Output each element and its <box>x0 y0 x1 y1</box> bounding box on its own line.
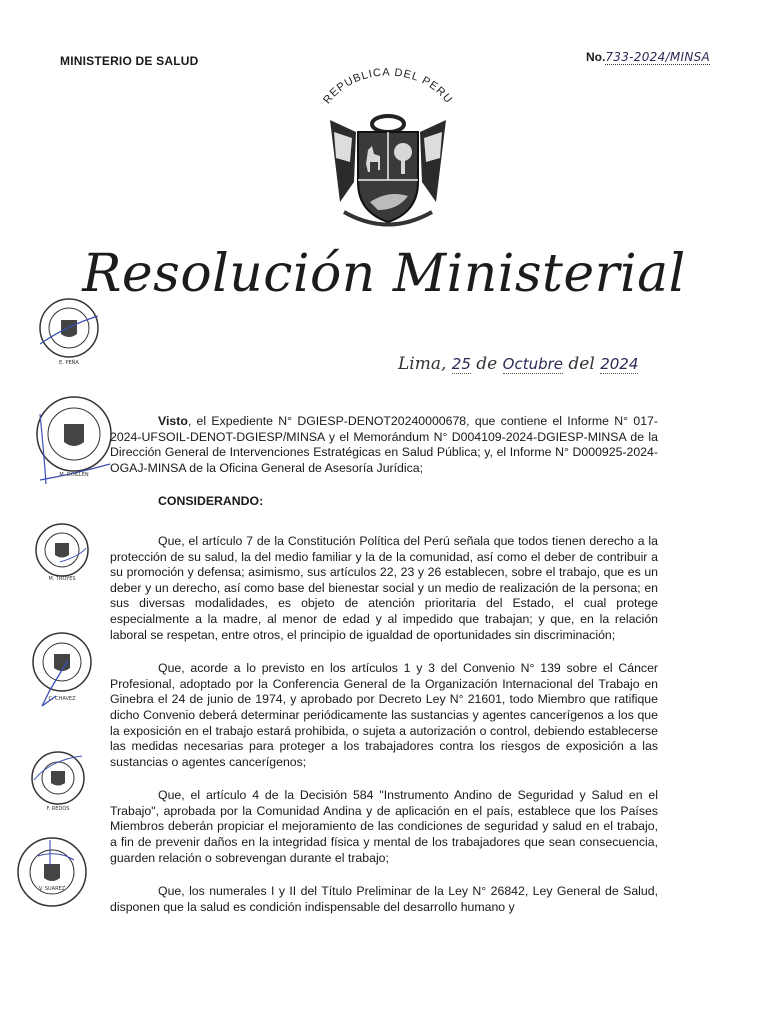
visa-seal-4 <box>28 630 96 713</box>
seal-3-name: M. TROYES <box>48 576 76 582</box>
paragraph-convenio-139: Que, acorde a lo previsto en los artículos 1 y 3 del Convenio N° 139 sobre el Cáncer Profesional, adoptado por la Conferencia General de la Organización Internacional del Trabajo en Ginebra el 24 de junio de 1974, y aprobado por Decreto Ley N° 21601, todo Miembro que ratifique dicho Convenio deberá determinar periódicamente las sustancias y agentes cancerígenos a los que la exposición en el trabajo estará prohibida, o sujeta a autorización o control, debiendo establecerse las medidas necesarias para proteger a los trabajadores contra los riesgos de exposición a las sustancias o agentes cancerígenos; <box>110 661 658 769</box>
date-year: 2024 <box>600 355 639 373</box>
place-and-date <box>398 354 638 374</box>
considerando-heading: CONSIDERANDO: <box>158 494 264 509</box>
ministry-name: MINISTERIO DE SALUD <box>60 54 199 68</box>
visa-seal-1 <box>36 296 102 373</box>
seal-6-name: V. SUAREZ <box>38 886 66 892</box>
date-month: Octubre <box>502 355 564 373</box>
seal-4-name: C. CHAVEZ <box>48 696 76 702</box>
svg-text:REPUBLICA DEL PERU <box>321 66 454 106</box>
de-label: de <box>476 354 498 374</box>
visa-seal-3 <box>30 522 94 587</box>
paragraph-ley-26842: Que, los numerales I y II del Título Preliminar de la Ley N° 26842, Ley General de Salud, disponen que la salud es condición indispensable del desarrollo humano y <box>110 884 658 914</box>
del-label: del <box>568 354 595 374</box>
resolution-number <box>586 50 710 64</box>
visa-seal-2 <box>34 394 114 489</box>
crest-arc-text: REPUBLICA DEL PERU <box>321 66 455 107</box>
visa-seal-6 <box>14 836 90 913</box>
visa-seal-5 <box>30 750 86 817</box>
coat-of-arms <box>308 62 468 242</box>
date-day: 25 <box>451 355 471 373</box>
paragraph-constitution: Que, el artículo 7 de la Constitución Política del Perú señala que todos tienen derecho a la protección de su salud, la del medio familiar y la de la comunidad, así como el deber de contribuir a su promoción y defensa; asimismo, sus artículos 22, 23 y 26 establecen, sobre el trabajo, que es un deber y un derecho, así como base del bienestar social y un medio de realización de la persona; en sus diversas modalidades, es objeto de atención prioritaria del Estado, el cual protege especialmente a la madre, al menor de edad y al impedido que trabajan; y que, en la relación laboral se respetan, entre otros, el principio de igualdad de oportunidades sin discriminación; <box>110 533 658 642</box>
visto-paragraph <box>110 414 658 476</box>
seal-2-name: M. DOILLEN <box>59 472 89 478</box>
visto-lead: Visto <box>158 414 188 428</box>
visto-text: , el Expediente N° DGIESP-DENOT20240000678, que contiene el Informe N° 017-2024-UFSOIL-DENOT-DGIESP/MINSA y el Memorándum N° D004109-2024-DGIESP-MINSA de la Dirección General de Intervenciones Estratégicas en Salud Pública; y, el Informe N° D000925-2024-OGAJ-MINSA de la Oficina General de Asesoría Jurídica; <box>110 414 658 475</box>
number-value: 733-2024/MINSA <box>605 50 711 64</box>
seal-5-name: F. REDOS <box>46 806 70 812</box>
paragraph-decision-584: Que, el artículo 4 de la Decisión 584 "Instrumento Andino de Seguridad y Salud en el Trabajo", aprobada por la Comunidad Andina y de aplicación en el país, establece que los Países Miembros deberán propiciar el mejoramiento de las condiciones de seguridad y salud en el trabajo, a fin de prevenir daños en la integridad física y mental de los trabajadores que sean consecuencia, guarden relación o sobrevengan durante el trabajo; <box>110 788 658 865</box>
document-title: Resolución Ministerial <box>82 244 686 304</box>
resolution-body <box>110 414 658 933</box>
seal-1-name: E. PEÑA <box>59 360 79 366</box>
place-label: Lima, <box>398 354 447 374</box>
number-prefix: No. <box>586 50 606 64</box>
